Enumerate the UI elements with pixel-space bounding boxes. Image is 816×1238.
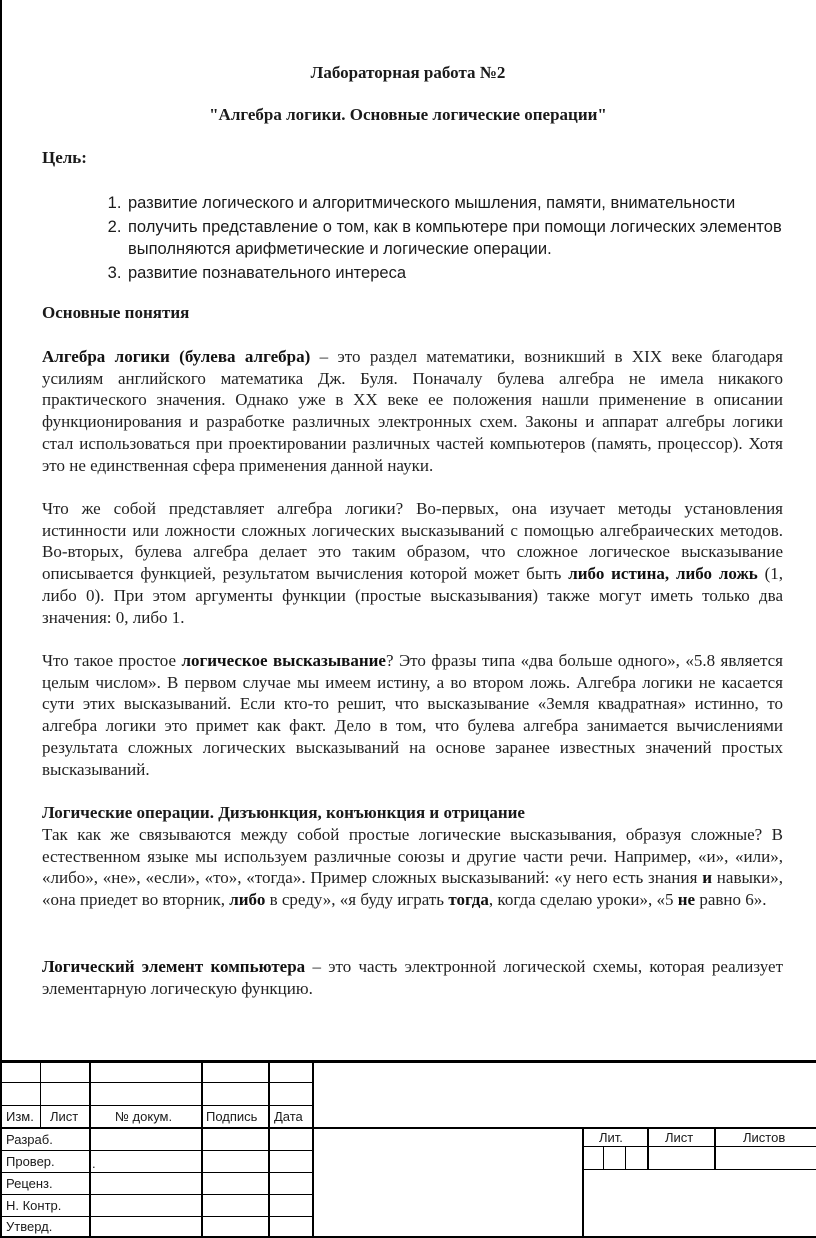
goal-list <box>92 192 816 286</box>
paragraph-logic-element: Логический элемент компьютера – это часть электронной логической схемы, которая реализует элементарную логическую функцию. <box>42 957 783 998</box>
document-subtitle: "Алгебра логики. Основные логические операции" <box>209 105 607 124</box>
title-block-stamp <box>2 1060 816 1236</box>
concepts-heading: Основные понятия <box>42 303 190 322</box>
operations-heading: Логические операции. Дизъюнкция, конъюнкция и отрицание <box>42 803 525 822</box>
frame-left-border <box>0 0 2 1238</box>
stamp-row-approved: Утверд. <box>6 1219 53 1234</box>
bold-true-false: либо истина, либо ложь <box>568 564 758 584</box>
goal-item: 3. развитие познавательного интереса <box>126 262 816 284</box>
stamp-col-doc-number: № докум. <box>115 1109 173 1124</box>
term-boolean-algebra: Алгебра логики (булева алгебра) <box>42 347 311 366</box>
stamp-lit: Лит. <box>599 1130 623 1145</box>
paragraph-what-is-algebra: Что же собой представляет алгебра логики? Во-первых, она изучает методы установления истинности или ложности сложных логических высказываний с помощью алгебраических методов. Во-вторых, булева алгебра делает это таким образом, что сложное логическое высказывание описывается функцией, результатом вычисления которой может быть либо истина, либо ложь (1, либо 0). При этом аргументы функции (простые высказывания) также могут иметь только два значения: 0, либо 1. <box>42 499 783 627</box>
stamp-row-checked: Провер. <box>6 1154 55 1169</box>
term-logical-statement: логическое высказывание <box>181 651 386 670</box>
goal-item: 2. получить представление о том, как в компьютере при помощи логических элементов выполняются арифметические и логические операции. <box>126 216 816 260</box>
goal-heading: Цель: <box>42 148 87 167</box>
term-logic-element: Логический элемент компьютера <box>42 957 306 976</box>
stamp-col-signature: Подпись <box>206 1109 258 1124</box>
stamp-col-date: Дата <box>274 1109 303 1124</box>
document-title: Лабораторная работа №2 <box>310 63 506 82</box>
stamp-row-norm-control: Н. Контр. <box>6 1198 62 1213</box>
paragraph-operations: Так как же связываются между собой простые логические высказывания, образуя сложные? В естественном языке мы используем различные союзы и другие части речи. Например, «и», «или», «либо», «не», «если», «то», «тогда». Пример сложных высказываний: «у него есть знания и навыки», «она приедет во вторник, либо в среду», «я буду играть тогда, когда сделаю уроки», «5 не равно 6». <box>42 825 783 910</box>
goal-item: 1. развитие логического и алгоритмического мышления, памяти, внимательности <box>126 192 816 214</box>
stamp-row-developed: Разраб. <box>6 1132 53 1147</box>
stamp-sheets-total: Листов <box>743 1130 786 1145</box>
paragraph-boolean-algebra: Алгебра логики (булева алгебра) – это раздел математики, возникший в XIX веке благодаря усилиям английского математика Дж. Буля. Поначалу булева алгебра не имела никакого практического значения. Однако уже в XX веке ее положения нашли применение в описании функционирования и разработке различных электронных схем. Законы и аппарат алгебры логики стал использоваться при проектировании различных частей компьютеров (память, процессор). Хотя это не единственная сфера применения данной науки. <box>42 347 783 475</box>
stamp-row-reviewed: Реценз. <box>6 1176 53 1191</box>
stamp-col-change: Изм. <box>6 1109 34 1124</box>
stamp-col-sheet: Лист <box>50 1109 79 1124</box>
stamp-sheet: Лист <box>665 1130 694 1145</box>
paragraph-simple-statement: Что такое простое логическое высказывание? Это фразы типа «два больше одного», «5.8 является целым числом». В первом случае мы имеем истину, а во втором ложь. Алгебра логики не касается сути этих высказываний. Если кто-то решит, что высказывание «Земля квадратная» истинно, то алгебра логики это примет как факт. Дело в том, что булева алгебра занимается вычислениями результата сложных логических высказываний на основе заранее известных значений простых высказываний. <box>42 651 784 779</box>
stamp-dot: . <box>92 1156 96 1171</box>
